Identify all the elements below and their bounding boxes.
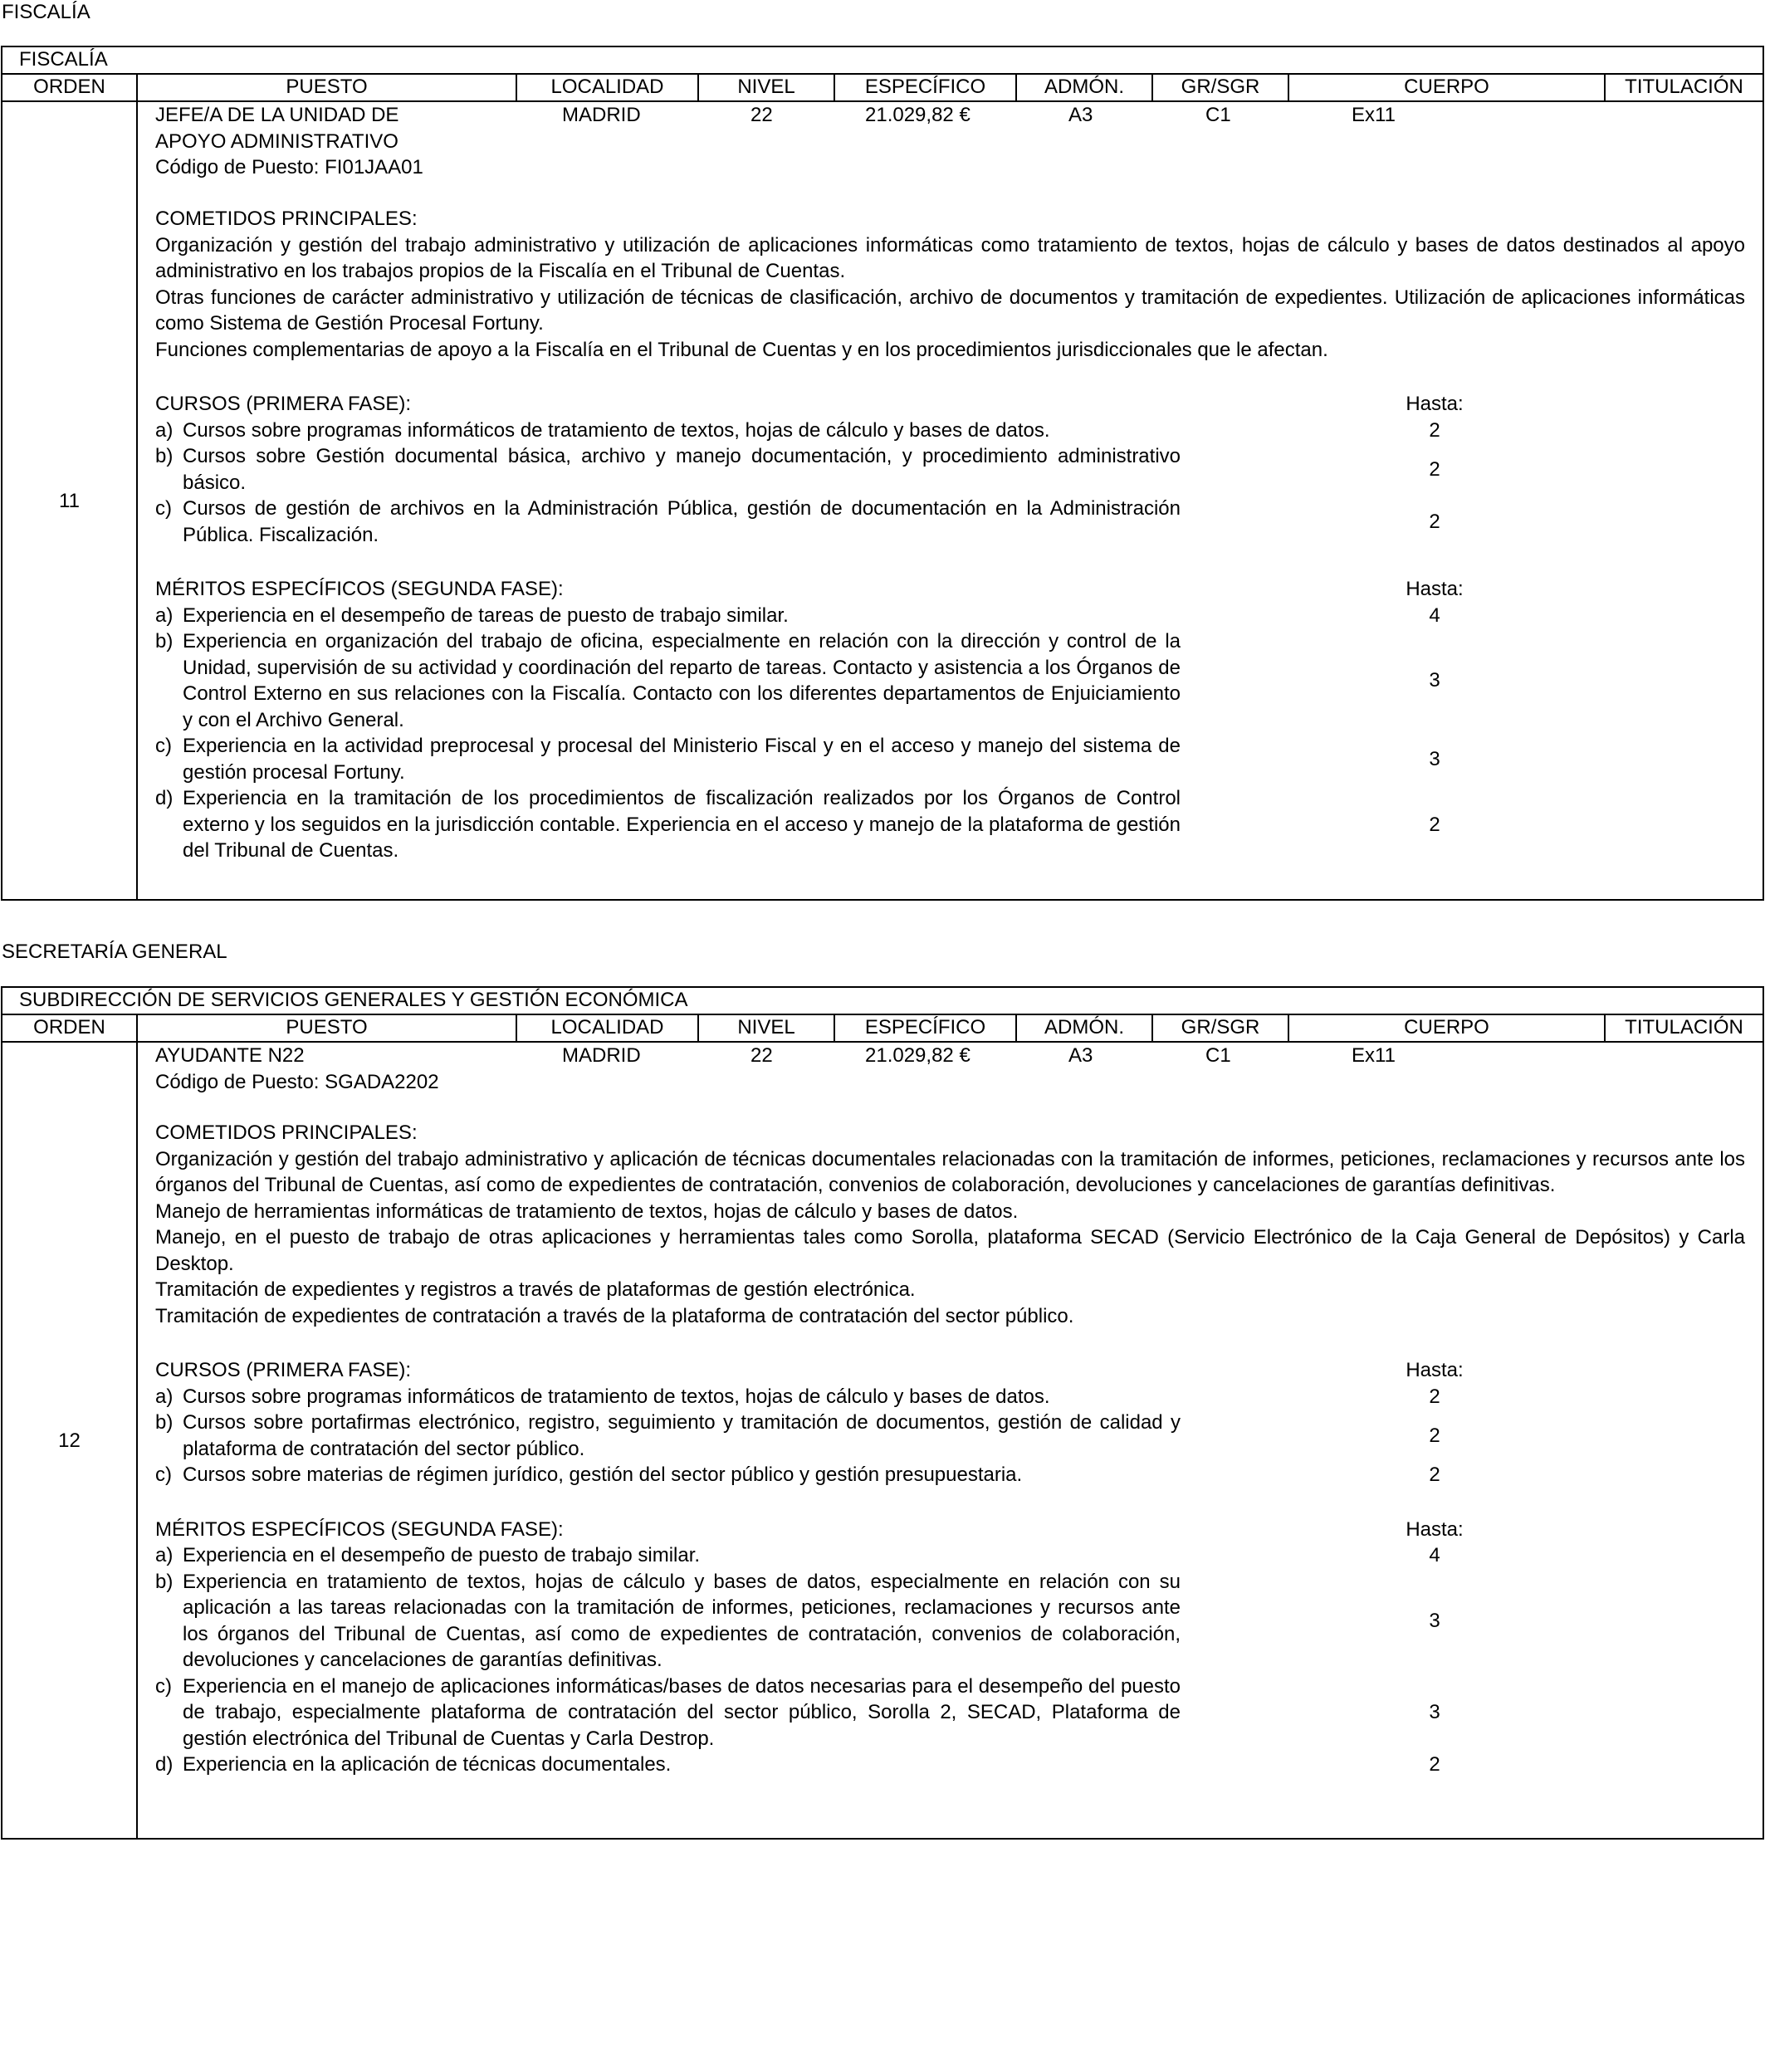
hasta-label: Hasta: (1406, 1359, 1464, 1381)
cometidos-title: COMETIDOS PRINCIPALES: (155, 1122, 418, 1144)
department-label: SUBDIRECCIÓN DE SERVICIOS GENERALES Y GESTIÓN ECONÓMICA (2, 988, 1763, 1015)
cometido-text: Tramitación de expedientes y registros a través de plataformas de gestión electrónica. (155, 1278, 916, 1301)
item-text: Cursos sobre programas informáticos de tratamiento de textos, hojas de cálculo y bases de datos. (183, 1385, 1050, 1408)
header-titulacion: TITULACIÓN (1625, 76, 1743, 98)
header-localidad: LOCALIDAD (517, 75, 699, 100)
cuerpo-value: Ex11 (1352, 1044, 1396, 1067)
list-item (155, 1569, 1745, 1674)
list-item (155, 785, 1745, 864)
especifico-value: 21.029,82 € (865, 104, 971, 126)
item-label: d) (155, 787, 174, 809)
list-item (155, 1752, 1745, 1778)
list-item (155, 603, 1745, 629)
list-item (155, 1674, 1745, 1752)
cometido-text: Organización y gestión del trabajo administrativo y utilización de aplicaciones informáticas como tratamiento de textos, hojas de cálculo y bases de datos destinados al apoyo administrativo en los trabajos propios de la Fiscalía en el Tribunal de Cuentas. (155, 233, 1745, 282)
item-points: 3 (1429, 1609, 1440, 1632)
puesto-code: Código de Puesto: SGADA2202 (155, 1070, 439, 1093)
puesto-code: Código de Puesto: FI01JAA01 (155, 156, 423, 178)
item-text: Experiencia en tratamiento de textos, hojas de cálculo y bases de datos, especialmente en relación con su aplicación a las tareas relacionadas con la tramitación de informes, peticiones, reclamaciones y recursos ante los órganos del Tribunal de Cuentas, así como de expedientes de contratación, convenios de colaboración, devoluciones y cancelaciones de garantías definitivas. (183, 1570, 1181, 1671)
header-especifico: ESPECÍFICO (835, 1015, 1017, 1041)
puesto-line: AYUDANTE N22 (155, 1044, 305, 1067)
item-points: 2 (1429, 1464, 1440, 1486)
item-points: 2 (1429, 510, 1440, 533)
cuerpo-value: Ex11 (1352, 104, 1396, 126)
item-points: 3 (1429, 1701, 1440, 1723)
item-label: b) (155, 630, 174, 652)
item-label: c) (155, 1674, 172, 1698)
item-label: b) (155, 1570, 174, 1593)
list-item (155, 1410, 1745, 1462)
header-cuerpo: CUERPO (1289, 1015, 1606, 1041)
table-row (2, 1043, 1763, 1840)
item-text: Cursos sobre Gestión documental básica, archivo y manejo documentación, y procedimiento administrativo básico. (183, 445, 1181, 494)
nivel-value: 22 (750, 1044, 773, 1067)
header-grsgr: GR/SGR (1153, 75, 1289, 100)
section-title: FISCALÍA (2, 1, 90, 23)
nivel-value: 22 (750, 104, 773, 126)
header-nivel: NIVEL (699, 75, 835, 100)
item-points: 2 (1429, 418, 1440, 442)
table-header (2, 75, 1763, 102)
item-text: Experiencia en el desempeño de puesto de trabajo similar. (183, 1544, 701, 1566)
list-item (155, 733, 1745, 785)
hasta-label: Hasta: (1406, 578, 1464, 600)
job-table (1, 46, 1764, 901)
header-grsgr: GR/SGR (1153, 1015, 1289, 1041)
hasta-label: Hasta: (1406, 1517, 1464, 1541)
item-label: c) (155, 497, 172, 520)
localidad-value: MADRID (562, 1044, 641, 1067)
cometido-text: Tramitación de expedientes de contratación a través de la plataforma de contratación del sector público. (155, 1304, 1074, 1327)
list-item (155, 443, 1745, 496)
list-item (155, 1384, 1745, 1410)
puesto-value (155, 1043, 471, 1095)
header-nivel: NIVEL (699, 1015, 835, 1041)
item-label: a) (155, 604, 174, 627)
header-especifico: ESPECÍFICO (835, 75, 1017, 100)
cursos-title: CURSOS (PRIMERA FASE): (155, 393, 412, 415)
row-content (138, 1043, 1763, 1840)
header-admon: ADMÓN. (1017, 75, 1153, 100)
puesto-line: JEFE/A DE LA UNIDAD DE (155, 104, 399, 126)
grsgr-value: C1 (1205, 104, 1231, 126)
table-header (2, 1015, 1763, 1043)
list-item (155, 496, 1745, 548)
item-label: c) (155, 735, 172, 757)
item-label: a) (155, 1385, 174, 1408)
list-item (155, 418, 1745, 444)
table-row (2, 102, 1763, 901)
especifico-value: 21.029,82 € (865, 1044, 971, 1067)
header-titulacion: TITULACIÓN (1625, 1016, 1743, 1038)
item-label: b) (155, 445, 174, 467)
item-points: 2 (1429, 813, 1440, 836)
orden-value: 12 (2, 1043, 138, 1840)
localidad-value: MADRID (562, 104, 641, 126)
cometido-text: Manejo de herramientas informáticas de tratamiento de textos, hojas de cálculo y bases de datos. (155, 1200, 1019, 1223)
cometido-text: Funciones complementarias de apoyo a la Fiscalía en el Tribunal de Cuentas y en los procedimientos jurisdiccionales que le afectan. (155, 338, 1328, 361)
header-puesto: PUESTO (138, 75, 517, 100)
item-label: c) (155, 1464, 172, 1486)
item-points: 2 (1429, 1385, 1440, 1408)
item-text: Experiencia en el manejo de aplicaciones informáticas/bases de datos necesarias para el desempeño del puesto de trabajo, especialmente plataforma de contratación del sector público, Sorolla 2, SECAD, Plataforma de gestión electrónica del Tribunal de Cuentas y Carla Destrop. (183, 1674, 1181, 1750)
cometidos-title: COMETIDOS PRINCIPALES: (155, 208, 418, 230)
item-label: b) (155, 1411, 174, 1434)
item-points: 2 (1429, 457, 1440, 481)
header-localidad: LOCALIDAD (517, 1015, 699, 1041)
header-cuerpo: CUERPO (1289, 75, 1606, 100)
item-text: Cursos sobre portafirmas electrónico, registro, seguimiento y tramitación de documentos, gestión de calidad y plataforma de contratación del sector público. (183, 1411, 1181, 1460)
list-item (155, 628, 1745, 733)
item-text: Experiencia en la tramitación de los procedimientos de fiscalización realizados por los Órganos de Control externo y los seguidos en la jurisdicción contable. Experiencia en el acceso y manejo de la plataforma de gestión del Tribunal de Cuentas. (183, 787, 1181, 862)
admon-value: A3 (1068, 104, 1093, 126)
item-text: Experiencia en la aplicación de técnicas documentales. (183, 1753, 672, 1776)
puesto-line: APOYO ADMINISTRATIVO (155, 130, 398, 153)
item-text: Experiencia en la actividad preprocesal y procesal del Ministerio Fiscal y en el acceso y manejo del sistema de gestión procesal Fortuny. (183, 735, 1181, 784)
meritos-title: MÉRITOS ESPECÍFICOS (SEGUNDA FASE): (155, 578, 564, 600)
item-label: d) (155, 1753, 174, 1776)
grsgr-value: C1 (1205, 1044, 1231, 1067)
item-label: a) (155, 418, 174, 442)
row-content (138, 102, 1763, 901)
orden-value: 11 (2, 102, 138, 901)
item-text: Cursos sobre materias de régimen jurídico, gestión del sector público y gestión presupuestaria. (183, 1464, 1023, 1486)
item-points: 4 (1429, 1544, 1440, 1566)
header-orden: ORDEN (2, 1015, 138, 1041)
item-text: Cursos sobre programas informáticos de tratamiento de textos, hojas de cálculo y bases de datos. (183, 418, 1050, 442)
hasta-label: Hasta: (1406, 393, 1464, 415)
department-label: FISCALÍA (2, 47, 1763, 75)
item-text: Experiencia en organización del trabajo de oficina, especialmente en relación con la dirección y control de la Unidad, supervisión de su actividad y coordinación del reparto de tareas. Contacto y asistencia a los Órganos de Control Externo en sus relaciones con la Fiscalía. Contacto con los diferentes departamentos de Enjuiciamiento y con el Archivo General. (183, 630, 1181, 731)
item-points: 2 (1429, 1753, 1440, 1776)
item-text: Experiencia en el desempeño de tareas de puesto de trabajo similar. (183, 604, 789, 627)
cursos-title: CURSOS (PRIMERA FASE): (155, 1359, 412, 1381)
item-text: Cursos de gestión de archivos en la Administración Pública, gestión de documentación en la Administración Pública. Fiscalización. (183, 497, 1181, 546)
item-points: 2 (1429, 1424, 1440, 1447)
admon-value: A3 (1068, 1044, 1093, 1067)
header-admon: ADMÓN. (1017, 1015, 1153, 1041)
list-item (155, 1462, 1745, 1488)
item-points: 4 (1429, 604, 1440, 627)
cometido-text: Otras funciones de carácter administrativo y utilización de técnicas de clasificación, archivo de documentos y tramitación de expedientes. Utilización de aplicaciones informáticas como Sistema de Gestión Procesal Fortuny. (155, 286, 1745, 335)
puesto-value (155, 102, 471, 181)
cometido-text: Organización y gestión del trabajo administrativo y aplicación de técnicas documentales relacionadas con la tramitación de informes, peticiones, reclamaciones y recursos ante los órganos del Tribunal de Cuentas, así como de expedientes de contratación, convenios de colaboración, devoluciones y cancelaciones de garantías definitivas. (155, 1147, 1745, 1196)
item-points: 3 (1429, 747, 1440, 770)
meritos-title: MÉRITOS ESPECÍFICOS (SEGUNDA FASE): (155, 1517, 564, 1541)
header-orden: ORDEN (2, 75, 138, 100)
section-title: SECRETARÍA GENERAL (2, 941, 227, 963)
list-item (155, 1542, 1745, 1569)
job-table (1, 986, 1764, 1840)
cometido-text: Manejo, en el puesto de trabajo de otras aplicaciones y herramientas tales como Sorolla, plataforma SECAD (Servicio Electrónico de la Caja General de Depósitos) y Carla Desktop. (155, 1226, 1745, 1275)
header-puesto: PUESTO (138, 1015, 517, 1041)
item-points: 3 (1429, 669, 1440, 692)
item-label: a) (155, 1544, 174, 1566)
